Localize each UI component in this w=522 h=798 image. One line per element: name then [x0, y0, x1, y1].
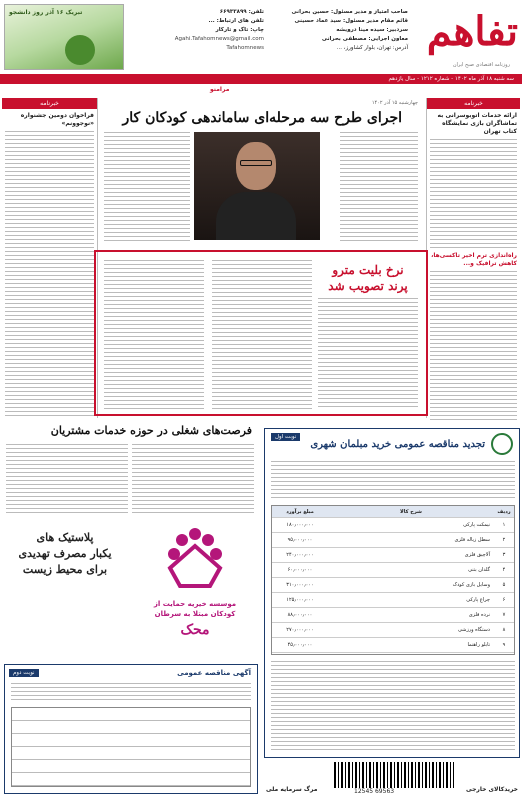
ad-left-label: مرگ سرمایه ملی — [266, 786, 318, 793]
notice-table — [11, 707, 251, 787]
cell: ۹ — [502, 642, 506, 648]
table-row — [272, 578, 514, 593]
table-row — [272, 548, 514, 563]
tender-title[interactable]: تجدید مناقصه عمومی خرید مبلمان شهری — [310, 439, 485, 450]
plastic-ad — [2, 520, 128, 660]
email[interactable]: Agahi.Tafahomnews@gmail.com — [174, 36, 264, 42]
cell: وسایل بازی کودک — [452, 582, 490, 588]
publisher-line: قائم مقام مدیر مسئول: سید عماد حسینی — [294, 18, 408, 24]
tender-badge: نوبت اول — [271, 433, 300, 441]
box-body — [318, 298, 418, 410]
cell: ۳۱۰٫۰۰۰٫۰۰۰ — [286, 582, 314, 588]
cell: ۲ — [502, 537, 506, 543]
tender-ad — [264, 428, 520, 758]
news-title[interactable]: راه‌اندازی ترم اخیر تاکسی‌ها، کاهش ترافیک و... — [431, 252, 517, 267]
cell: تابلو راهنما — [467, 642, 490, 648]
person-head — [236, 142, 276, 190]
box-headline-line1: نرخ بلیت مترو — [332, 263, 404, 277]
cell: ۶۰٫۰۰۰٫۰۰۰ — [287, 567, 313, 573]
jobs-story — [2, 422, 258, 516]
cell: سطل زباله فلزی — [454, 537, 490, 543]
charity-line1: موسسه خیریه حمایت از — [153, 600, 237, 608]
box-body — [104, 260, 204, 410]
fax: تلفن های ارتباط: ... — [208, 18, 264, 24]
story-date: چهارشنبه ۱۵ آذر ۱۴۰۲ — [371, 100, 418, 106]
plastic-line2: یکبار مصرف تهدیدی — [18, 547, 112, 560]
table-row — [272, 638, 514, 653]
address-line: آدرس: تهران، بلوار کشاورز، ... — [336, 45, 408, 51]
left-column — [2, 98, 98, 418]
date-bar — [0, 74, 522, 84]
table-row — [272, 533, 514, 548]
cell: چراغ پارکی — [466, 597, 490, 603]
cell: ۱۲۵٫۰۰۰٫۰۰۰ — [286, 597, 314, 603]
news-title[interactable]: فراخوان دومین جشنواره «نوجوونم» — [20, 112, 94, 127]
mag-label: مرامنو — [210, 86, 230, 93]
social-handle[interactable]: Tafahomnews — [226, 45, 264, 51]
cell: ۱۸۰٫۰۰۰٫۰۰۰ — [286, 522, 314, 528]
phone: تلفن: ۶۶۹۳۳۸۹۹ — [219, 9, 264, 15]
table-row — [272, 593, 514, 608]
barcode-icon — [334, 762, 454, 788]
main-headline[interactable]: اجرای طرح سه مرحله‌ای ساماندهی کودکان کار — [122, 110, 402, 126]
right-column — [426, 98, 520, 418]
story-col-right — [340, 132, 418, 242]
publisher-line: صاحب امتیاز و مدیر مسئول: حسین بحرانی — [291, 9, 408, 15]
logo-subtitle: روزنامه اقتصادی صبح ایران — [452, 62, 510, 68]
notice-badge: نوبت دوم — [9, 669, 39, 677]
col-header: ردیف — [497, 509, 511, 515]
cell: ۵ — [502, 582, 506, 588]
notice-body — [11, 683, 251, 703]
news-body — [5, 131, 94, 416]
news-title[interactable]: ارائه خدمات اتوبوسرانی به تماشاگران بازی نمایشگاه کتاب تهران — [437, 112, 517, 135]
charity-ad — [130, 520, 260, 660]
cell: نیمکت پارکی — [463, 522, 490, 528]
box-headline[interactable] — [318, 262, 418, 294]
cell: ۹۵٫۰۰۰٫۰۰۰ — [287, 537, 313, 543]
contact-info — [144, 8, 264, 53]
barcode-number: 12545 69563 — [354, 788, 395, 795]
jobs-body — [6, 444, 128, 514]
plastic-line1: پلاستیک های — [36, 531, 94, 544]
ad-right-label: خریدکالای خارجی — [466, 786, 518, 793]
person-glasses — [240, 160, 272, 166]
municipality-logo-icon — [491, 433, 513, 455]
top-ad-text: تبریک ۱۶ آذر روز دانشجو — [9, 9, 83, 16]
box-headline-line2: پرند تصویب شد — [328, 279, 408, 293]
charity-name: محک — [180, 622, 210, 638]
cell: ۲۷۰٫۰۰۰٫۰۰۰ — [286, 627, 314, 633]
col-header: مبلغ برآورد — [286, 509, 314, 515]
cell: ۴ — [502, 567, 506, 573]
news-body — [430, 139, 517, 249]
masthead — [0, 0, 522, 96]
charity-line2: کودکان مبتلا به سرطان — [154, 610, 236, 618]
cell: ۳ — [502, 552, 506, 558]
box-story — [94, 250, 428, 416]
top-ad-image — [4, 4, 124, 70]
cell: آلاچیق فلزی — [464, 552, 490, 558]
table-row — [272, 623, 514, 638]
cell: دستگاه ورزشی — [457, 627, 490, 633]
cell: ۸ — [502, 627, 506, 633]
cell: گلدان بتنی — [468, 567, 490, 573]
logo — [413, 2, 518, 72]
table-header — [272, 506, 514, 518]
cell: ۴۵٫۰۰۰٫۰۰۰ — [287, 642, 313, 648]
cell: ۷ — [502, 612, 506, 618]
jobs-body — [132, 444, 254, 514]
logo-text: تفاهم — [426, 8, 518, 55]
print-house: چاپ: تاک و تارکار — [215, 27, 264, 33]
column-label: خبرنامه — [427, 98, 520, 109]
publisher-line: سردبیر: سیده مینا درویشه — [336, 27, 408, 33]
bottom-right-ads — [264, 762, 520, 796]
person-body — [216, 192, 296, 240]
tender-table — [271, 505, 515, 655]
main-story — [100, 96, 422, 246]
table-row — [272, 608, 514, 623]
tender-conditions — [271, 661, 515, 751]
table-row — [272, 563, 514, 578]
mahak-logo-icon — [160, 524, 230, 594]
date-line: سه شنبه ۱۸ آذر ماه ۱۴۰۲ - شماره ۱۲۱۲ - سال یازدهم — [388, 76, 514, 82]
cell: ۱ — [502, 522, 506, 528]
box-body — [212, 260, 312, 410]
story-col-left — [104, 132, 190, 242]
tender-intro — [271, 461, 515, 501]
news-body — [430, 271, 517, 421]
publisher-line: معاون اجرایی: مصطفی بحرانی — [321, 36, 408, 42]
column-label: خبرنامه — [2, 98, 97, 109]
cell: نرده فلزی — [468, 612, 490, 618]
small-notice — [4, 664, 258, 794]
notice-title[interactable]: آگهی مناقصه عمومی — [177, 669, 251, 677]
cell: ۶ — [502, 597, 506, 603]
publisher-info — [268, 8, 408, 53]
story-photo — [194, 132, 320, 240]
cell: ۸۸٫۰۰۰٫۰۰۰ — [287, 612, 313, 618]
table-row — [272, 518, 514, 533]
col-header: شرح کالا — [400, 509, 422, 515]
cell: ۲۴۰٫۰۰۰٫۰۰۰ — [286, 552, 314, 558]
tree-icon — [65, 35, 95, 65]
plastic-line3: برای محیط زیست — [22, 563, 108, 576]
jobs-headline[interactable]: فرصت‌های شغلی در حوزه خدمات مشتریان — [50, 424, 252, 437]
